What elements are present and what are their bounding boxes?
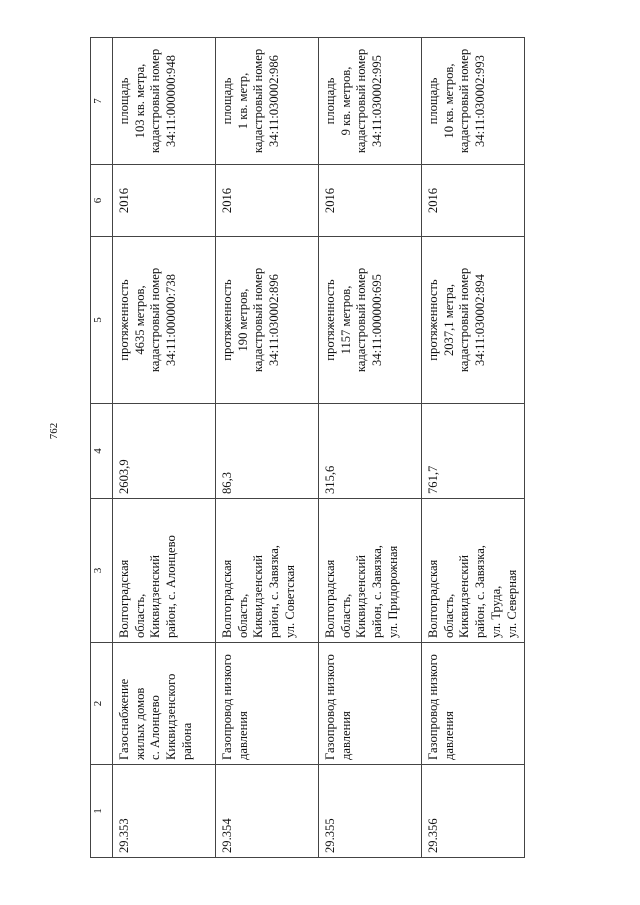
line: 190 метров, bbox=[235, 288, 250, 352]
line: площадь bbox=[117, 77, 131, 125]
line: площадь bbox=[426, 77, 440, 125]
line: Киквидзенский bbox=[354, 555, 369, 638]
line: область, bbox=[235, 593, 250, 638]
line: район, с. Завязка, bbox=[370, 545, 385, 638]
line: протяженность bbox=[117, 279, 131, 361]
line: протяженность bbox=[323, 279, 337, 361]
line: Киквидзенский bbox=[148, 555, 163, 638]
line: область, bbox=[441, 593, 456, 638]
line: давления bbox=[441, 711, 456, 760]
line: давления bbox=[235, 711, 250, 760]
line: 9 кв. метров, bbox=[338, 66, 353, 136]
line: 34:11:030002:995 bbox=[370, 55, 385, 147]
object-value: 2603,9 bbox=[113, 404, 216, 499]
line: область, bbox=[338, 593, 353, 638]
line: кадастровый номер bbox=[148, 48, 163, 154]
header-cell-4: 4 bbox=[91, 404, 113, 499]
property-table bbox=[90, 37, 525, 858]
object-length bbox=[113, 237, 216, 404]
line: Волгоградская bbox=[426, 559, 440, 638]
line: Газопровод низкого bbox=[426, 654, 440, 760]
object-name bbox=[422, 643, 525, 765]
row-number: 29.356 bbox=[422, 765, 525, 858]
object-address bbox=[422, 499, 525, 643]
line: 1157 метров, bbox=[338, 285, 353, 355]
line: 34:11:030002:993 bbox=[473, 55, 488, 147]
line: район, с. Завязка, bbox=[473, 545, 488, 638]
line: 103 кв. метра, bbox=[132, 63, 147, 139]
line: 4635 метров, bbox=[132, 285, 147, 355]
object-area bbox=[216, 38, 319, 165]
line: 34:11:030002:986 bbox=[267, 55, 282, 147]
line: кадастровый номер bbox=[457, 48, 472, 154]
line: жилых домов bbox=[132, 687, 147, 760]
line: давления bbox=[338, 711, 353, 760]
object-year: 2016 bbox=[216, 165, 319, 237]
object-year: 2016 bbox=[319, 165, 422, 237]
header-cell-5: 5 bbox=[91, 237, 113, 404]
line: 34:11:030002:896 bbox=[267, 274, 282, 366]
line: протяженность bbox=[220, 279, 234, 361]
line: ул. Придорожная bbox=[385, 545, 400, 638]
line: 34:11:030002:894 bbox=[473, 274, 488, 366]
header-cell-2: 2 bbox=[91, 643, 113, 765]
line: район, с. Завязка, bbox=[267, 545, 282, 638]
object-address bbox=[113, 499, 216, 643]
object-address bbox=[319, 499, 422, 643]
table-row bbox=[113, 38, 216, 858]
line: ул. Труда, bbox=[488, 585, 503, 638]
line: кадастровый номер bbox=[251, 267, 266, 373]
line: Волгоградская bbox=[117, 559, 131, 638]
line: ул. Северная bbox=[504, 569, 519, 638]
table-row bbox=[216, 38, 319, 858]
line: кадастровый номер bbox=[148, 267, 163, 373]
line: кадастровый номер bbox=[251, 48, 266, 154]
line: кадастровый номер bbox=[354, 48, 369, 154]
page-number: 762 bbox=[48, 422, 60, 440]
line: района bbox=[179, 722, 194, 760]
line: кадастровый номер bbox=[354, 267, 369, 373]
header-cell-1: 1 bbox=[91, 765, 113, 858]
table-row bbox=[319, 38, 422, 858]
line: протяженность bbox=[426, 279, 440, 361]
line: Газоснабжение bbox=[117, 678, 131, 760]
object-year: 2016 bbox=[422, 165, 525, 237]
object-value: 86,3 bbox=[216, 404, 319, 499]
line: район, с. Алонцево bbox=[164, 535, 179, 638]
line: Волгоградская bbox=[323, 559, 337, 638]
object-area bbox=[113, 38, 216, 165]
line: 1 кв. метр, bbox=[235, 72, 250, 130]
header-cell-7: 7 bbox=[91, 38, 113, 165]
object-name bbox=[113, 643, 216, 765]
row-number: 29.355 bbox=[319, 765, 422, 858]
object-year: 2016 bbox=[113, 165, 216, 237]
object-value: 761,7 bbox=[422, 404, 525, 499]
object-area bbox=[319, 38, 422, 165]
line: ул. Советская bbox=[282, 564, 297, 638]
row-number: 29.354 bbox=[216, 765, 319, 858]
line: с. Алонцево bbox=[148, 695, 163, 760]
line: 34:11:000000:948 bbox=[164, 55, 179, 147]
header-cell-3: 3 bbox=[91, 499, 113, 643]
line: Газопровод низкого bbox=[323, 654, 337, 760]
header-cell-6: 6 bbox=[91, 165, 113, 237]
line: площадь bbox=[220, 77, 234, 125]
line: 34:11:000000:738 bbox=[164, 274, 179, 366]
row-number: 29.353 bbox=[113, 765, 216, 858]
line: Киквидзенский bbox=[457, 555, 472, 638]
rotated-page-content bbox=[90, 38, 519, 858]
object-area bbox=[422, 38, 525, 165]
line: 34:11:000000:695 bbox=[370, 274, 385, 366]
object-length bbox=[422, 237, 525, 404]
line: Волгоградская bbox=[220, 559, 234, 638]
line: область, bbox=[132, 593, 147, 638]
object-name bbox=[216, 643, 319, 765]
line: кадастровый номер bbox=[457, 267, 472, 373]
object-value: 315,6 bbox=[319, 404, 422, 499]
line: площадь bbox=[323, 77, 337, 125]
object-length bbox=[319, 237, 422, 404]
line: Газопровод низкого bbox=[220, 654, 234, 760]
object-name bbox=[319, 643, 422, 765]
line: 2037,1 метра, bbox=[441, 283, 456, 357]
line: Киквидзенский bbox=[251, 555, 266, 638]
object-address bbox=[216, 499, 319, 643]
table-row bbox=[422, 38, 525, 858]
header-row bbox=[91, 38, 113, 858]
line: 10 кв. метров, bbox=[441, 63, 456, 139]
object-length bbox=[216, 237, 319, 404]
line: Киквидзенского bbox=[164, 673, 179, 760]
